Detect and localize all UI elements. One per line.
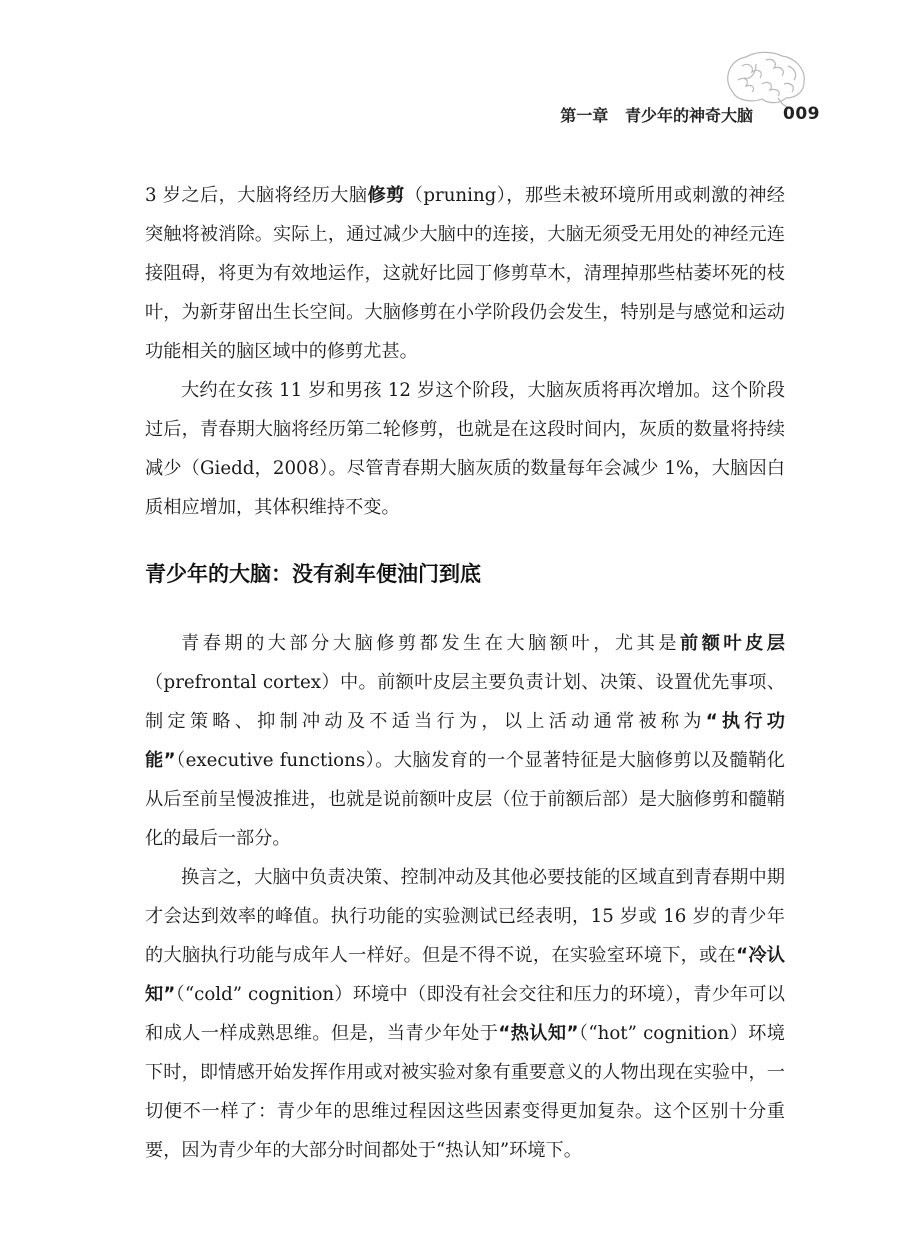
bold-term-hot-cognition: “热认知”: [498, 1023, 579, 1044]
chapter-name: 青少年的神奇大脑: [624, 105, 753, 125]
text-run: （pruning），那些未被环境所用或刺激的神经突触将被消除。实际上，通过减少大脑中的连接，大脑无须受无用处的神经元连接阻碍，将更为有效地运作，这就好比园丁修剪草木，清理掉那些枯萎坏死的枝叶，为新芽留出生长空间。大脑修剪在小学阶段仍会发生，特别是与感觉和运动功能相关的脑区域中的修剪尤甚。: [145, 185, 785, 362]
text-run: 换言之，大脑中负责决策、控制冲动及其他必要技能的区域直到青春期中期才会达到效率的峰值。执行功能的实验测试已经表明，15 岁或 16 岁的青少年的大脑执行功能与成年人一样好。但是不得不说，在实验室环境下，或在: [145, 867, 785, 966]
body-text-bottom: [145, 624, 785, 1170]
text-run: （“cold” cognition）环境中（即没有社会交往和压力的环境），青少年可以和成人一样成熟思维。但是，当青少年处于: [145, 984, 785, 1044]
section-heading: 青少年的大脑：没有刹车便油门到底: [145, 562, 481, 586]
bold-term-prefrontal-cortex: 前额叶皮层: [680, 633, 785, 654]
chapter-number: 第一章: [560, 105, 609, 125]
paragraph-gray-matter: 大约在女孩 11 岁和男孩 12 岁这个阶段，大脑灰质将再次增加。这个阶段过后，青春期大脑将经历第二轮修剪，也就是在这段时间内，灰质的数量将持续减少（Giedd，2008）。尽管青春期大脑灰质的数量每年会减少 1%，大脑因白质相应增加，其体积维持不变。: [145, 380, 785, 518]
bold-term-cold-cognition: “冷认知”: [145, 945, 785, 1005]
running-header: [560, 100, 820, 128]
page-number: 009: [783, 104, 820, 124]
bold-term-executive-functions: “执行功能”: [145, 711, 785, 771]
chapter-title: [560, 103, 753, 126]
paragraph-pruning: [145, 176, 785, 371]
paragraph-cognition: [145, 858, 785, 1170]
body-text-top: [145, 176, 785, 527]
text-run: （prefrontal cortex）中。前额叶皮层主要负责计划、决策、设置优先事项、制定策略、抑制冲动及不适当行为，以上活动通常被称为: [145, 672, 785, 732]
paragraph-prefrontal: [145, 624, 785, 858]
text-run: 3 岁之后，大脑将经历大脑: [145, 185, 368, 206]
bold-term-pruning: 修剪: [367, 185, 405, 206]
text-run: （“hot” cognition）环境下时，即情感开始发挥作用或对被实验对象有重要意义的人物出现在实验中，一切便不一样了：青少年的思维过程因这些因素变得更加复杂。这个区别十分重要，因为青少年的大部分时间都处于“热认知”环境下。: [145, 1023, 785, 1161]
text-run: 青春期的大部分大脑修剪都发生在大脑额叶，尤其是: [181, 633, 680, 654]
text-run: （executive functions）。大脑发育的一个显著特征是大脑修剪以及髓鞘化从后至前呈慢波推进，也就是说前额叶皮层（位于前额后部）是大脑修剪和髓鞘化的最后一部分。: [145, 750, 785, 849]
